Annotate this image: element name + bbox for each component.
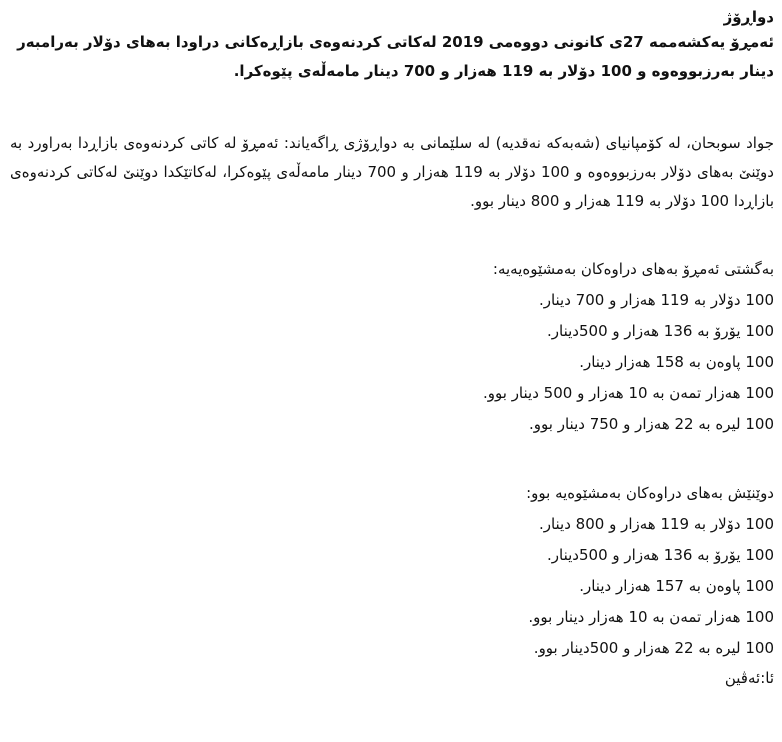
rate-item-yesterday-try: 100 لیرە بە 22 هەزار و 500دینار بوو.: [533, 639, 774, 657]
article-source: ئا:ئەڤین: [724, 669, 774, 687]
rate-item-yesterday-eur: 100 یۆرۆ بە 136 هەزار و 500دینار.: [547, 546, 774, 564]
rate-item-today-try: 100 لیرە بە 22 هەزار و 750 دینار بوو.: [529, 415, 774, 433]
yesterday-rates-heading: دوێنێش بەهای دراوەکان بەمشێوەیە بوو:: [526, 484, 774, 502]
yesterday-rates-section: [10, 478, 774, 664]
yesterday-rates-list: [10, 509, 774, 664]
rate-item-today-gbp: 100 پاوەن بە 158 هەزار دینار.: [579, 353, 774, 371]
rate-item-today-irr: 100 هەزار تمەن بە 10 هەزار و 500 دینار بوو.: [482, 384, 774, 402]
rate-item-yesterday-gbp: 100 پاوەن بە 157 هەزار دینار.: [579, 577, 774, 595]
rate-item-today-eur: 100 یۆرۆ بە 136 هەزار و 500دینار.: [547, 322, 774, 340]
today-rates-list: [10, 285, 774, 440]
article: [10, 6, 774, 692]
article-body: جواد سوبحان، لە کۆمپانیای (شەبەکە نەقدیە) لە سلێمانی بە دواڕۆژی ڕاگەیاند: ئەمڕۆ لە کاتی کردنەوەی بازاڕدا بەراورد بە دوێنێ بەهای دۆلار بەرزبووەوە و 100 دۆلار بە 119 هەزار و 700 دینار مامەڵەی پێوەکرا، لەکاتێکدا دوێنێ لەکاتی کردنەوەی بازاڕدا 100 دۆلار بە 119 هەزار و 800 دینار بوو.: [10, 134, 774, 210]
article-lead: ئەمڕۆ یەکشەممە 27ی کانونی دووەمی 2019 لەکاتی کردنەوەی بازاڕەکانی دراودا بەهای دۆلار بەرامبەر دینار بەرزبووەوە و 100 دۆلار بە 119 هەزار و 700 دینار مامەڵەی پێوەکرا.: [17, 33, 774, 80]
rate-item-today-usd: 100 دۆلار بە 119 هەزار و 700 دینار.: [538, 291, 774, 309]
today-rates-section: [10, 254, 774, 440]
article-title: دواڕۆژ: [723, 8, 774, 26]
today-rates-heading: بەگشتی ئەمڕۆ بەهای دراوەکان بەمشێوەیەیە:: [492, 260, 774, 278]
rate-item-yesterday-usd: 100 دۆلار بە 119 هەزار و 800 دینار.: [538, 515, 774, 533]
rate-item-yesterday-irr: 100 هەزار تمەن بە 10 هەزار دینار بوو.: [528, 608, 774, 626]
